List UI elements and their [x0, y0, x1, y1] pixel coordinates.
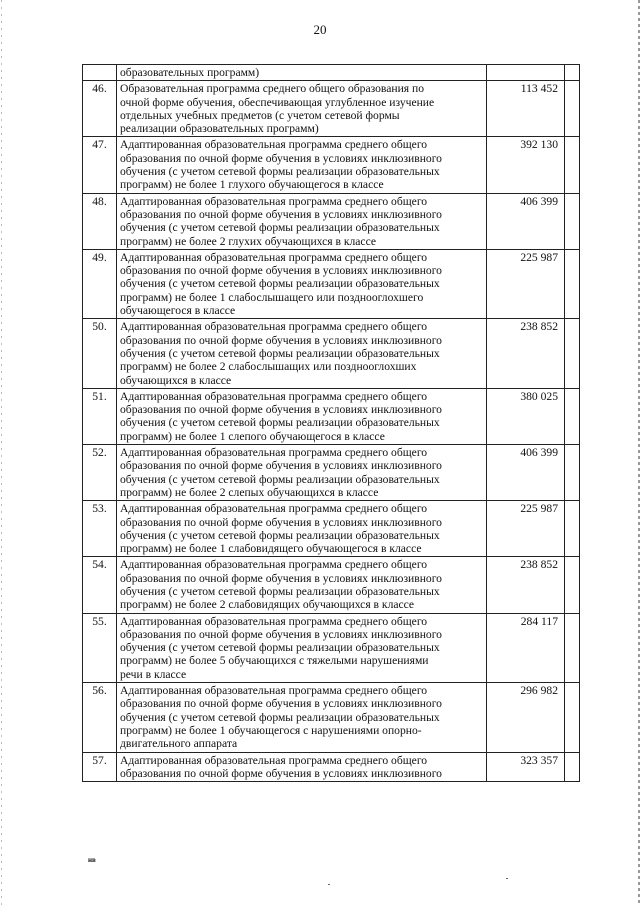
row-program-name: Адаптированная образовательная программа среднего общего образования по очной форме обучения в условиях инклюзивного обучения (с учетом сетевой формы реализации образовательных программ) не более 5 обучающихся с тяжелыми нарушениями речи в классе: [117, 614, 487, 682]
table-row: [83, 614, 580, 683]
row-number: 47.: [83, 137, 117, 192]
row-program-name: Адаптированная образовательная программа среднего общего образования по очной форме обучения в условиях инклюзивного обучения (с учетом сетевой формы реализации образовательных программ) не более 2 слабослышащих или позднооглохших обучающихся в классе: [117, 319, 487, 387]
row-extra-column: [565, 250, 580, 318]
table-row: [83, 194, 580, 250]
table-row: [83, 557, 580, 613]
row-program-name: Образовательная программа среднего общего образования по очной форме обучения, обеспечивающая углубленное изучение отдельных учебных предметов (с учетом сетевой формы реализации образовательных программ): [117, 81, 487, 136]
row-amount: 225 987: [487, 501, 565, 556]
row-extra-column: [565, 501, 580, 556]
table-row: [83, 753, 580, 783]
row-number: 57.: [83, 753, 117, 782]
row-number: 49.: [83, 250, 117, 318]
row-number: 52.: [83, 445, 117, 500]
row-number: 54.: [83, 557, 117, 612]
row-extra-column: [565, 194, 580, 249]
row-number: [83, 65, 117, 80]
table-row: [83, 445, 580, 501]
row-amount: 113 452: [487, 81, 565, 136]
row-amount: 296 982: [487, 683, 565, 751]
row-extra-column: [565, 137, 580, 192]
row-extra-column: [565, 65, 580, 80]
row-amount: 238 852: [487, 557, 565, 612]
row-extra-column: [565, 683, 580, 751]
row-amount: 392 130: [487, 137, 565, 192]
row-number: 46.: [83, 81, 117, 136]
row-number: 56.: [83, 683, 117, 751]
row-program-name: Адаптированная образовательная программа среднего общего образования по очной форме обучения в условиях инклюзивного обучения (с учетом сетевой формы реализации образовательных программ) не более 1 слепого обучающегося в классе: [117, 389, 487, 444]
tariff-table: [82, 64, 580, 782]
row-number: 55.: [83, 614, 117, 682]
row-program-name: Адаптированная образовательная программа среднего общего образования по очной форме обучения в условиях инклюзивного обучения (с учетом сетевой формы реализации образовательных программ) не более 1 слабовидящего обучающегося в классе: [117, 501, 487, 556]
row-program-name: Адаптированная образовательная программа среднего общего образования по очной форме обучения в условиях инклюзивного обучения (с учетом сетевой формы реализации образовательных программ) не более 1 слабослышащего или позднооглохшего обучающегося в классе: [117, 250, 487, 318]
table-row: [83, 81, 580, 137]
table-row: [83, 65, 580, 81]
row-amount: 284 117: [487, 614, 565, 682]
row-extra-column: [565, 319, 580, 387]
row-extra-column: [565, 81, 580, 136]
row-extra-column: [565, 389, 580, 444]
scan-edge-left: [1, 0, 2, 905]
row-number: 48.: [83, 194, 117, 249]
row-program-name: Адаптированная образовательная программа среднего общего образования по очной форме обучения в условиях инклюзивного обучения (с учетом сетевой формы реализации образовательных программ) не более 2 слепых обучающихся в классе: [117, 445, 487, 500]
table-row: [83, 137, 580, 193]
row-program-name: Адаптированная образовательная программа среднего общего образования по очной форме обучения в условиях инклюзивного обучения (с учетом сетевой формы реализации образовательных программ) не более 1 глухого обучающегося в классе: [117, 137, 487, 192]
scan-speck: [328, 884, 330, 885]
row-amount: 225 987: [487, 250, 565, 318]
row-extra-column: [565, 753, 580, 782]
scan-speck: [506, 878, 508, 879]
row-amount: 323 357: [487, 753, 565, 782]
row-amount: 406 399: [487, 445, 565, 500]
row-program-name: Адаптированная образовательная программа среднего общего образования по очной форме обучения в условиях инклюзивного: [117, 753, 487, 782]
table-row: [83, 250, 580, 319]
row-amount: [487, 65, 565, 80]
table-row: [83, 389, 580, 445]
row-extra-column: [565, 445, 580, 500]
row-number: 53.: [83, 501, 117, 556]
row-program-name: Адаптированная образовательная программа среднего общего образования по очной форме обучения в условиях инклюзивного обучения (с учетом сетевой формы реализации образовательных программ) не более 2 глухих обучающихся в классе: [117, 194, 487, 249]
row-amount: 238 852: [487, 319, 565, 387]
row-program-name: Адаптированная образовательная программа среднего общего образования по очной форме обучения в условиях инклюзивного обучения (с учетом сетевой формы реализации образовательных программ) не более 2 слабовидящих обучающихся в классе: [117, 557, 487, 612]
row-extra-column: [565, 614, 580, 682]
table-row: [83, 683, 580, 752]
row-extra-column: [565, 557, 580, 612]
row-program-name: образовательных программ): [117, 65, 487, 80]
row-number: 51.: [83, 389, 117, 444]
footer-mark: нв: [88, 856, 96, 864]
row-amount: 406 399: [487, 194, 565, 249]
table-row: [83, 319, 580, 388]
page-number: 20: [313, 22, 327, 37]
table-row: [83, 501, 580, 557]
row-amount: 380 025: [487, 389, 565, 444]
row-number: 50.: [83, 319, 117, 387]
row-program-name: Адаптированная образовательная программа среднего общего образования по очной форме обучения в условиях инклюзивного обучения (с учетом сетевой формы реализации образовательных программ) не более 1 обучающегося с нарушениями опорно- двигательного аппарата: [117, 683, 487, 751]
